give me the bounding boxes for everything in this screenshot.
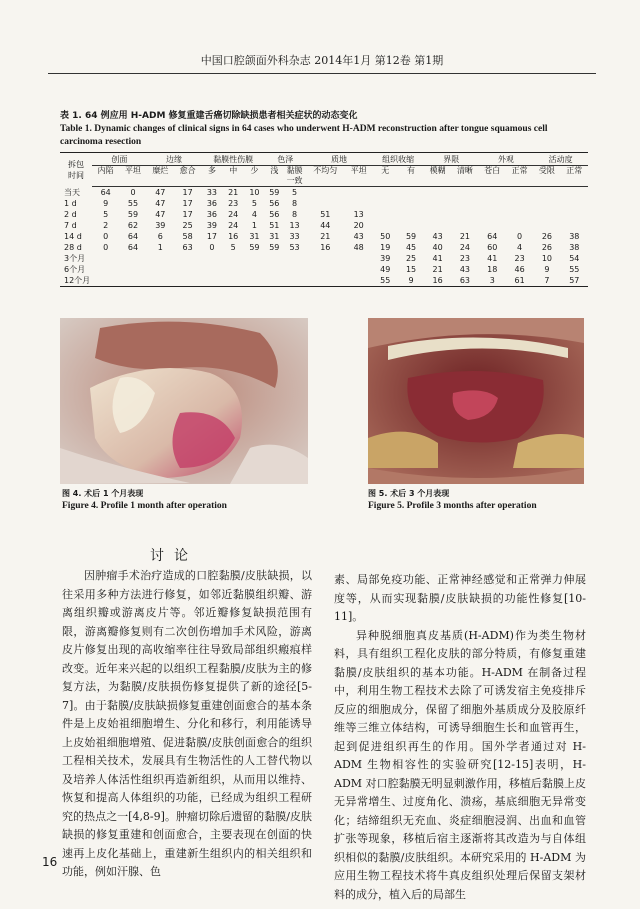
table-cell: 4 xyxy=(517,243,523,252)
table-cell: 55 xyxy=(372,275,398,287)
table-cell xyxy=(223,275,244,287)
sub-header: 内陷 xyxy=(92,166,119,187)
table-cell xyxy=(451,220,478,231)
row-label: 7 d xyxy=(64,221,77,230)
table-cell: 13 xyxy=(289,221,300,230)
page-number: 16 xyxy=(42,855,58,869)
table-cell: 33 xyxy=(289,232,300,241)
table-cell: 10 xyxy=(249,188,260,197)
table-cell: 21 xyxy=(320,232,331,241)
table-cell: 59 xyxy=(249,243,260,252)
table-cell: 9 xyxy=(103,199,109,208)
table-cell: 39 xyxy=(206,221,218,230)
table-row xyxy=(60,209,588,220)
table-cell: 0 xyxy=(517,232,523,241)
table-cell xyxy=(92,275,119,287)
table-cell xyxy=(479,198,506,209)
group-header: 界限 xyxy=(424,153,479,166)
table-cell xyxy=(451,187,478,199)
sub-header: 受限 xyxy=(533,166,560,187)
table-cell xyxy=(561,209,588,220)
table-cell xyxy=(533,198,560,209)
table-cell: 59 xyxy=(269,188,280,197)
group-header: 质地 xyxy=(306,153,373,166)
table-cell: 64 xyxy=(100,188,111,197)
table-row xyxy=(60,253,588,264)
table-cell xyxy=(306,253,345,264)
table-cell: 40 xyxy=(432,243,443,252)
table-cell: 41 xyxy=(487,254,498,263)
table-cell xyxy=(424,187,451,199)
sub-header: 平坦 xyxy=(119,166,146,187)
sub-header: 正常 xyxy=(506,166,533,187)
table-cell: 64 xyxy=(487,232,498,241)
table-cell: 23 xyxy=(514,254,525,263)
table-cell xyxy=(479,187,506,199)
sub-header: 浅 xyxy=(265,166,284,187)
table-cell xyxy=(506,198,533,209)
table-cell xyxy=(92,253,119,264)
table-cell xyxy=(92,264,119,275)
left-column xyxy=(62,567,312,882)
table-cell xyxy=(147,264,174,275)
table-cell: 39 xyxy=(380,254,391,263)
table-cell xyxy=(398,220,424,231)
table-cell xyxy=(372,187,398,199)
table-cell xyxy=(223,264,244,275)
table-cell xyxy=(284,275,306,287)
figure-4-caption-en: Figure 4. Profile 1 month after operation xyxy=(62,501,227,511)
table-cell: 64 xyxy=(127,243,139,252)
table-cell xyxy=(244,253,265,264)
table-cell xyxy=(174,264,201,275)
table-cell xyxy=(306,187,345,199)
table-cell xyxy=(306,198,345,209)
table-caption xyxy=(60,110,590,149)
table-cell xyxy=(345,198,372,209)
table-cell xyxy=(451,209,478,220)
table-cell: 1 xyxy=(157,243,163,252)
table-cell xyxy=(372,198,398,209)
table-caption-en: Table 1. Dynamic changes of clinical signs in 64 cases who underwent H-ADM reconstruction after tongue squamous cell carcinoma resection xyxy=(60,124,548,147)
table-cell: 49 xyxy=(380,265,391,274)
table-cell: 38 xyxy=(569,232,580,241)
figure-5-caption-en: Figure 5. Profile 3 months after operation xyxy=(368,501,537,511)
table-cell: 9 xyxy=(398,275,424,287)
table-cell xyxy=(223,253,244,264)
table-cell: 25 xyxy=(405,254,417,263)
sub-header: 多 xyxy=(201,166,222,187)
table-cell: 44 xyxy=(320,221,331,230)
table-cell xyxy=(372,209,398,220)
table-cell xyxy=(424,209,451,220)
table-cell xyxy=(506,209,533,220)
table-cell: 43 xyxy=(353,232,364,241)
table-cell: 21 xyxy=(459,232,471,241)
table-cell xyxy=(479,220,506,231)
table-cell xyxy=(345,264,372,275)
row-label: 3个月 xyxy=(64,254,86,263)
table-cell: 24 xyxy=(228,210,239,219)
table-cell xyxy=(424,220,451,231)
table-cell: 54 xyxy=(569,254,580,263)
sub-header: 模糊 xyxy=(424,166,451,187)
table-cell: 56 xyxy=(269,199,280,208)
sub-header: 糜烂 xyxy=(147,166,174,187)
table-cell: 23 xyxy=(459,254,471,263)
table-cell xyxy=(561,187,588,199)
sub-header: 有 xyxy=(398,166,424,187)
table-cell: 5 xyxy=(292,188,298,197)
table-cell: 58 xyxy=(182,232,193,241)
figure-5-caption-cn: 图 5. 术后 3 个月表现 xyxy=(368,489,450,498)
table-cell: 18 xyxy=(487,265,498,274)
table-cell: 26 xyxy=(541,243,553,252)
table-cell: 24 xyxy=(228,221,239,230)
table-cell: 3 xyxy=(479,275,506,287)
figure-4-caption xyxy=(62,488,227,512)
paragraph: 异种脱细胞真皮基质(H-ADM)作为类生物材料，具有组织工程化皮肤的部分特质，有修复重建黏膜/皮肤组织的基本功能。H-ADM 在制备过程中，利用生物工程技术去除了可诱发宿主免疫排斥反应的细胞成分，保留了细胞外基质成分及胶原纤维等三维立体结构，可诱导细胞生长和血管再生，起到促进组织再生的作用。国外学者通过对 H-ADM 生物相容性的实验研究[12-15]表明，H-ADM 对口腔黏膜无明显刺激作用，移植后黏膜上皮无异常增生、过度角化、溃疡，基底细胞无异常变化；结缔组织无充血、炎症细胞浸润、出血和血管扩张等现象，移植后宿主逐渐将其改造为与自体组织相似的黏膜/皮肤组织。本研究采用的 H-ADM 为应用生物工程技术将牛真皮组织处理后保留支架材料的成分，植入后的局部生 xyxy=(334,628,586,901)
sub-header: 正常 xyxy=(561,166,588,187)
right-column xyxy=(334,571,586,904)
table-cell: 36 xyxy=(206,199,218,208)
table-cell: 5 xyxy=(230,243,236,252)
row-label: 1 d xyxy=(64,199,77,208)
table-cell xyxy=(451,198,478,209)
table-cell xyxy=(265,264,284,275)
group-header: 创面 xyxy=(92,153,147,166)
table-cell: 51 xyxy=(320,210,331,219)
table-cell: 5 xyxy=(251,199,257,208)
table-cell: 53 xyxy=(289,243,300,252)
table-cell: 16 xyxy=(424,275,451,287)
sub-header: 平坦 xyxy=(345,166,372,187)
table-cell: 47 xyxy=(155,199,166,208)
table-cell: 15 xyxy=(405,265,417,274)
table-cell: 13 xyxy=(353,210,364,219)
table-cell xyxy=(561,220,588,231)
table-cell xyxy=(174,253,201,264)
figure-4-photo xyxy=(60,318,308,484)
table-cell: 25 xyxy=(182,221,193,230)
table-cell: 60 xyxy=(487,243,498,252)
table-cell: 9 xyxy=(544,265,550,274)
table-cell: 31 xyxy=(269,232,280,241)
table-cell xyxy=(372,220,398,231)
table-cell xyxy=(398,198,424,209)
table-cell: 31 xyxy=(249,232,260,241)
sub-header: 清晰 xyxy=(451,166,478,187)
table-cell: 17 xyxy=(182,199,193,208)
table-cell xyxy=(345,253,372,264)
table-cell: 4 xyxy=(251,210,257,219)
table-cell: 26 xyxy=(541,232,553,241)
table-row xyxy=(60,187,588,199)
table-cell xyxy=(345,187,372,199)
table-cell: 41 xyxy=(432,254,443,263)
table-cell: 55 xyxy=(127,199,139,208)
table-cell xyxy=(533,220,560,231)
table-cell: 7 xyxy=(533,275,560,287)
table-row xyxy=(60,231,588,242)
group-header: 色泽 xyxy=(265,153,306,166)
group-header: 组织收缩 xyxy=(372,153,424,166)
table-row xyxy=(60,220,588,231)
table-cell: 20 xyxy=(353,221,364,230)
table-cell: 62 xyxy=(127,221,139,230)
table-cell: 33 xyxy=(206,188,218,197)
table-cell xyxy=(398,187,424,199)
table-cell: 8 xyxy=(292,210,298,219)
paragraph: 因肿瘤手术治疗造成的口腔黏膜/皮肤缺损，以往采用多种方法进行修复，如邻近黏膜组织瓣、游离组织瓣或游离皮片等。邻近瓣修复缺损范围有限，游离瓣修复则有二次创伤增加手术风险，游离皮片修复出现的高收缩率往往导致局部组织瘢痕样改变。近年来兴起的以组织工程黏膜/皮肤为主的修复方法，为黏膜/皮肤损伤修复提供了新的途径[5-7]。由于黏膜/皮肤缺损修复重建创面愈合的基本条件是上皮始祖细胞增生、分化和移行，利用能诱导上皮始祖细胞增殖、促进黏膜/皮肤创面愈合的组织工程相关技术，发展具有生物活性的人工替代物以及培养人体活性组织再造新组织，从而用以维持、恢复和提高人体组织的功能，已经成为组织工程研究的热点之一[4,8-9]。肿瘤切除后遗留的黏膜/皮肤缺损的修复重建和创面愈合，主要表现在创面的快速再上皮化基础上，重建新生组织内的相关组织和功能，例如汗腺、色 xyxy=(62,569,312,878)
table-cell: 63 xyxy=(182,243,193,252)
table-row xyxy=(60,275,588,287)
table-cell xyxy=(284,253,306,264)
table-cell xyxy=(119,264,146,275)
table-cell: 56 xyxy=(269,210,280,219)
group-header: 边缘 xyxy=(147,153,202,166)
sub-header: 不均匀 xyxy=(306,166,345,187)
group-header: 黏膜性伤膜 xyxy=(201,153,265,166)
table-cell: 47 xyxy=(155,188,166,197)
table-cell: 0 xyxy=(103,243,109,252)
table-cell: 57 xyxy=(561,275,588,287)
table-cell xyxy=(201,275,222,287)
table-cell xyxy=(147,253,174,264)
table-cell xyxy=(506,187,533,199)
table-cell: 63 xyxy=(451,275,478,287)
table-cell: 59 xyxy=(127,210,139,219)
table-cell xyxy=(506,220,533,231)
table-cell: 50 xyxy=(380,232,391,241)
table-cell: 61 xyxy=(506,275,533,287)
table-row xyxy=(60,198,588,209)
table-cell xyxy=(561,198,588,209)
table-cell: 10 xyxy=(541,254,553,263)
table-cell: 0 xyxy=(103,232,109,241)
table-cell xyxy=(244,264,265,275)
clinical-signs-table xyxy=(60,152,588,287)
table-cell: 2 xyxy=(103,221,109,230)
table-cell xyxy=(424,198,451,209)
table-cell: 59 xyxy=(405,232,417,241)
section-title-discussion: 讨论 xyxy=(150,548,198,564)
corner-header: 拆包时间 xyxy=(60,153,92,187)
table-cell: 64 xyxy=(127,232,139,241)
table-cell xyxy=(244,275,265,287)
table-cell: 5 xyxy=(103,210,109,219)
paragraph: 素、局部免疫功能、正常神经感觉和正常弹力伸展度等，从而实现黏膜/皮肤缺损的功能性修复[10-11]。 xyxy=(334,573,586,623)
table-cell: 8 xyxy=(292,199,298,208)
sub-header: 无 xyxy=(372,166,398,187)
table-cell xyxy=(265,275,284,287)
row-label: 28 d xyxy=(64,243,82,252)
table-cell: 16 xyxy=(320,243,331,252)
table-cell xyxy=(119,253,146,264)
row-label: 6个月 xyxy=(64,265,86,274)
table-cell xyxy=(147,275,174,287)
table-cell xyxy=(119,275,146,287)
table-cell: 59 xyxy=(269,243,280,252)
table-cell xyxy=(533,187,560,199)
table-cell: 39 xyxy=(155,221,166,230)
table-cell xyxy=(265,253,284,264)
table-cell xyxy=(201,253,222,264)
figure-4-caption-cn: 图 4. 术后 1 个月表现 xyxy=(62,489,144,498)
row-label: 12个月 xyxy=(60,275,92,287)
sub-header: 愈合 xyxy=(174,166,201,187)
table-cell: 38 xyxy=(569,243,580,252)
table-cell: 46 xyxy=(514,265,525,274)
row-label: 当天 xyxy=(64,187,80,197)
table-cell: 47 xyxy=(155,210,166,219)
sub-header: 黏膜一致 xyxy=(284,166,306,187)
table-cell: 17 xyxy=(206,232,218,241)
table-cell: 45 xyxy=(405,243,417,252)
table-cell xyxy=(345,275,372,287)
figure-5-caption xyxy=(368,488,537,512)
table-cell: 55 xyxy=(569,265,580,274)
figure-5-photo xyxy=(368,318,584,484)
table-cell: 6 xyxy=(157,232,163,241)
row-label: 2 d xyxy=(64,210,77,219)
table-cell: 1 xyxy=(251,221,257,230)
table-cell: 16 xyxy=(228,232,239,241)
table-cell: 43 xyxy=(459,265,471,274)
table-cell: 43 xyxy=(432,232,443,241)
table-cell xyxy=(533,209,560,220)
sub-header: 苍白 xyxy=(479,166,506,187)
table-cell: 21 xyxy=(228,188,239,197)
row-label: 14 d xyxy=(64,232,82,241)
table-cell: 48 xyxy=(353,243,364,252)
table-cell xyxy=(479,209,506,220)
table-cell: 17 xyxy=(182,188,193,197)
table-cell: 23 xyxy=(228,199,239,208)
table-cell xyxy=(306,264,345,275)
table-row xyxy=(60,242,588,253)
table-cell: 0 xyxy=(209,243,215,252)
table-caption-cn: 表 1. 64 例应用 H-ADM 修复重建舌癌切除缺损患者相关症状的动态变化 xyxy=(60,111,358,121)
table-cell xyxy=(284,264,306,275)
table-cell: 19 xyxy=(380,243,391,252)
table-cell: 51 xyxy=(269,221,280,230)
sub-header: 少 xyxy=(244,166,265,187)
table-cell xyxy=(398,209,424,220)
table-cell: 24 xyxy=(459,243,471,252)
group-header: 外观 xyxy=(479,153,534,166)
sub-header: 中 xyxy=(223,166,244,187)
group-header: 活动度 xyxy=(533,153,588,166)
table-cell: 0 xyxy=(130,188,136,197)
table-cell: 21 xyxy=(432,265,443,274)
table-cell: 36 xyxy=(206,210,218,219)
table-cell xyxy=(306,275,345,287)
table-row xyxy=(60,264,588,275)
running-header: 中国口腔颌面外科杂志 2014年1月 第12卷 第1期 xyxy=(48,52,596,74)
table-cell xyxy=(174,275,201,287)
table-cell xyxy=(201,264,222,275)
table-cell: 17 xyxy=(182,210,193,219)
